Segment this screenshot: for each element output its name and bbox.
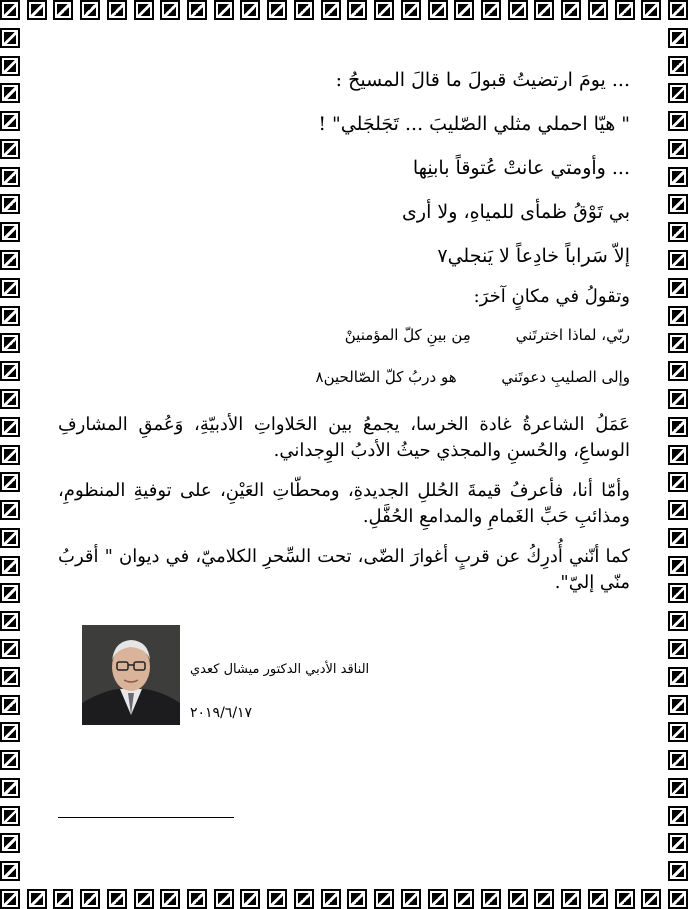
border-ornament: [0, 583, 20, 603]
border-ornament: [134, 0, 154, 20]
border-ornament: [668, 611, 688, 631]
border-ornament: [481, 0, 501, 20]
border-ornament: [321, 0, 341, 20]
border-ornament: [0, 83, 20, 103]
border-ornament: [668, 639, 688, 659]
border-ornament: [668, 750, 688, 770]
border-ornament: [0, 28, 20, 48]
border-ornament: [214, 0, 234, 20]
border-ornament: [668, 28, 688, 48]
border-ornament: [668, 889, 688, 909]
border-ornament: [668, 278, 688, 298]
border-ornament: [294, 0, 314, 20]
border-ornament: [668, 167, 688, 187]
poem-line: بي تَوْقُ ظمأى للمياهِ، ولا أرى: [402, 201, 630, 223]
border-ornament: [0, 556, 20, 576]
border-ornament: [0, 111, 20, 131]
border-ornament: [668, 222, 688, 242]
border-ornament: [0, 695, 20, 715]
poem-block: [58, 58, 630, 278]
border-ornament: [668, 361, 688, 381]
verse-hemistich: هو دربُ كلّ الصّالحين٨: [315, 368, 457, 386]
border-ornament: [187, 0, 207, 20]
border-ornament: [668, 556, 688, 576]
border-ornament: [0, 778, 20, 798]
border-ornament: [267, 0, 287, 20]
border-ornament: [668, 778, 688, 798]
border-ornament: [668, 667, 688, 687]
border-ornament: [267, 889, 287, 909]
author-photo: [82, 625, 180, 725]
border-ornament: [80, 889, 100, 909]
border-ornament: [454, 0, 474, 20]
verse-hemistich: وإلى الصليبِ دعوتَني: [501, 368, 630, 386]
paragraph: وأمّا أنا، فأعرفُ قيمةَ الحُللِ الجديدةِ، ومحطّاتِ العَيْنِ، على توفيةِ المنظومِ، ومذائبِ حَبِّ الغَمامِ والمدامعِ الحُفَّلِ.: [58, 480, 630, 527]
border-ornament: [641, 889, 661, 909]
border-ornament: [0, 389, 20, 409]
border-ornament: [668, 695, 688, 715]
border-ornament: [80, 0, 100, 20]
border-ornament: [0, 806, 20, 826]
border-ornament: [374, 889, 394, 909]
border-ornament: [588, 0, 608, 20]
author-name: الناقد الأدبي الدكتور ميشال كعدي: [190, 662, 370, 677]
border-ornament: [294, 889, 314, 909]
border-ornament: [0, 333, 20, 353]
border-ornament: [0, 56, 20, 76]
border-ornament: [0, 417, 20, 437]
border-ornament: [668, 417, 688, 437]
border-ornament: [187, 889, 207, 909]
border-ornament: [107, 0, 127, 20]
border-ornament: [214, 889, 234, 909]
border-ornament: [454, 889, 474, 909]
border-ornament: [0, 445, 20, 465]
border-ornament: [27, 0, 47, 20]
border-bottom: [0, 889, 688, 909]
border-ornament: [160, 889, 180, 909]
border-ornament: [588, 889, 608, 909]
border-top: [0, 0, 688, 20]
border-ornament: [0, 639, 20, 659]
border-ornament: [53, 0, 73, 20]
border-ornament: [668, 722, 688, 742]
border-ornament: [0, 194, 20, 214]
border-ornament: [134, 889, 154, 909]
signature-date: ٢٠١٩/٦/١٧: [190, 705, 253, 721]
border-ornament: [668, 806, 688, 826]
border-ornament: [561, 889, 581, 909]
border-ornament: [0, 361, 20, 381]
border-ornament: [347, 0, 367, 20]
border-ornament: [428, 0, 448, 20]
border-ornament: [668, 500, 688, 520]
border-ornament: [668, 472, 688, 492]
border-ornament: [347, 889, 367, 909]
border-ornament: [53, 889, 73, 909]
border-ornament: [27, 889, 47, 909]
border-ornament: [668, 583, 688, 603]
border-ornament: [0, 611, 20, 631]
border-ornament: [0, 722, 20, 742]
border-ornament: [668, 250, 688, 270]
border-ornament: [0, 0, 20, 20]
border-ornament: [668, 111, 688, 131]
border-ornament: [0, 667, 20, 687]
border-ornament: [668, 194, 688, 214]
border-ornament: [668, 861, 688, 881]
verse-hemistich: مِن بينِ كلّ المؤمنينْ: [344, 326, 471, 344]
border-ornament: [0, 500, 20, 520]
border-ornament: [160, 0, 180, 20]
border-ornament: [0, 861, 20, 881]
border-ornament: [240, 0, 260, 20]
border-ornament: [0, 167, 20, 187]
border-ornament: [374, 0, 394, 20]
poem-line: ... يومَ ارتضيتُ قبولَ ما قالَ المسيحُ :: [335, 69, 630, 91]
border-ornament: [401, 889, 421, 909]
document-body: [58, 58, 630, 596]
paragraph: كما أنّني أُدرِكُ عن قربٍ أغوارَ الضّى، تحت السِّحرِ الكلاميّ، في ديوان " أقربُ منّي إليّ".: [58, 546, 630, 593]
border-ornament: [615, 0, 635, 20]
border-ornament: [240, 889, 260, 909]
border-ornament: [508, 0, 528, 20]
border-ornament: [668, 0, 688, 20]
border-ornament: [534, 0, 554, 20]
poem-line: إلاّ سَراباً خادِعاً لا يَنجلي٧: [437, 245, 630, 267]
border-ornament: [0, 306, 20, 326]
border-ornament: [0, 250, 20, 270]
border-ornament: [668, 333, 688, 353]
border-ornament: [668, 389, 688, 409]
border-ornament: [668, 306, 688, 326]
border-ornament: [641, 0, 661, 20]
border-ornament: [668, 139, 688, 159]
verse-hemistich: ربّي، لماذا اخترتَني: [515, 326, 630, 344]
poem-line: ... وأومتي عانتْ عُتوقاً بابنِها: [412, 157, 630, 179]
poem-line: " هيّا احملي مثلي الصّليبَ ... تَجَلجَلي" !: [318, 113, 630, 135]
border-ornament: [615, 889, 635, 909]
border-ornament: [668, 83, 688, 103]
intro-text: وتقولُ في مكانٍ آخرَ:: [473, 286, 630, 307]
border-ornament: [0, 528, 20, 548]
border-ornament: [668, 56, 688, 76]
border-ornament: [0, 472, 20, 492]
border-ornament: [481, 889, 501, 909]
border-ornament: [668, 445, 688, 465]
border-ornament: [534, 889, 554, 909]
border-ornament: [668, 528, 688, 548]
border-ornament: [107, 889, 127, 909]
border-left: [0, 0, 20, 909]
border-ornament: [508, 889, 528, 909]
verse-line: [58, 356, 630, 398]
verse-line: [58, 314, 630, 356]
border-ornament: [401, 0, 421, 20]
border-ornament: [0, 889, 20, 909]
border-ornament: [0, 139, 20, 159]
border-ornament: [0, 278, 20, 298]
border-ornament: [0, 833, 20, 853]
border-ornament: [561, 0, 581, 20]
footnote-divider: [58, 817, 234, 818]
paragraph: عَمَلُ الشاعرةُ غادة الخرسا، يجمعُ بين الحَلاواتِ الأدبيّةِ، وَعُمقِ المشارفِ الوساعِ، والحُسنِ والمجذي حيثُ الأدبُ الوِجداني.: [58, 414, 630, 461]
border-ornament: [0, 750, 20, 770]
border-ornament: [0, 222, 20, 242]
border-ornament: [428, 889, 448, 909]
border-right: [668, 0, 688, 909]
border-ornament: [321, 889, 341, 909]
border-ornament: [668, 833, 688, 853]
